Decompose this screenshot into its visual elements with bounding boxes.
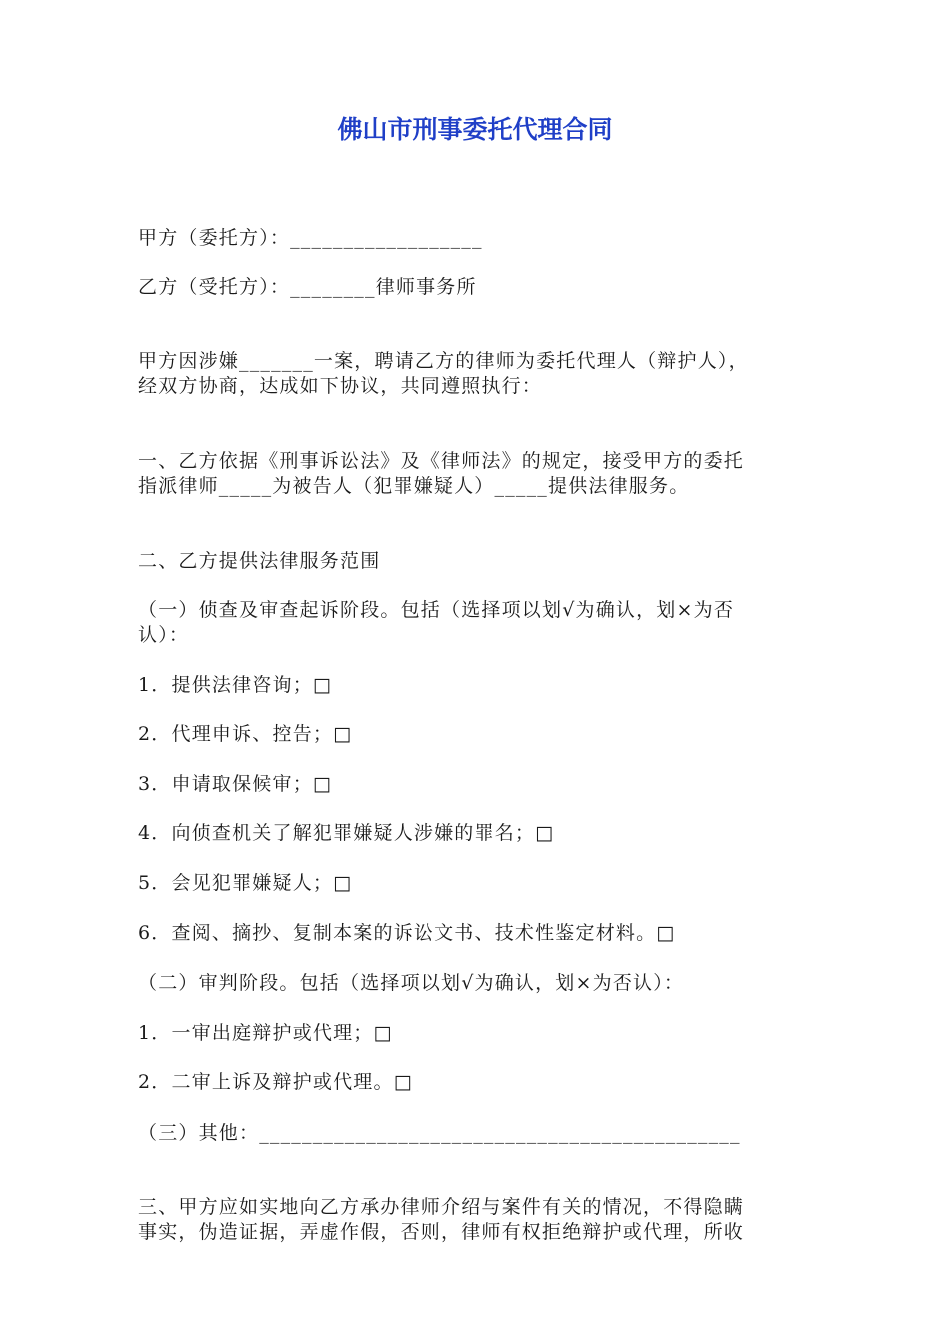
stage-1-item: 4．向侦查机关了解犯罪嫌疑人涉嫌的罪名；□ — [138, 822, 555, 844]
clause-3-line-1: 三、甲方应如实地向乙方承办律师介绍与案件有关的情况，不得隐瞒 — [138, 1196, 745, 1218]
stage-1-line-1: （一）侦查及审查起诉阶段。包括（选择项以划√为确认，划×为否 — [138, 599, 735, 621]
party-a-line: 甲方（委托方）：__________________ — [138, 227, 483, 249]
stage-1-item: 2．代理申诉、控告；□ — [138, 723, 353, 745]
party-b-line: 乙方（受托方）：________律师事务所 — [138, 276, 477, 298]
stage-2-item: 1．一审出庭辩护或代理；□ — [138, 1022, 393, 1044]
stage-1-item: 1．提供法律咨询；□ — [138, 674, 333, 696]
stage-3-line: （三）其他：_____________________________________________ — [138, 1122, 741, 1144]
stage-1-item: 5．会见犯罪嫌疑人；□ — [138, 872, 353, 894]
clause-3-line-2: 事实，伪造证据，弄虚作假，否则，律师有权拒绝辩护或代理，所收 — [138, 1221, 745, 1243]
clause-1-line-2: 指派律师_____为被告人（犯罪嫌疑人）_____提供法律服务。 — [138, 475, 690, 497]
document-title: 佛山市刑事委托代理合同 — [337, 115, 613, 144]
intro-line-2: 经双方协商，达成如下协议，共同遵照执行： — [138, 375, 543, 397]
stage-2-item: 2．二审上诉及辩护或代理。□ — [138, 1071, 413, 1093]
stage-1-item: 3．申请取保候审；□ — [138, 773, 333, 795]
stage-2-heading: （二）审判阶段。包括（选择项以划√为确认，划×为否认）： — [138, 972, 685, 994]
clause-1-line-1: 一、乙方依据《刑事诉讼法》及《律师法》的规定，接受甲方的委托 — [138, 450, 745, 472]
stage-1-item: 6．查阅、摘抄、复制本案的诉讼文书、技术性鉴定材料。□ — [138, 922, 676, 944]
stage-1-line-2: 认）： — [138, 624, 190, 646]
intro-line-1: 甲方因涉嫌_______一案，聘请乙方的律师为委托代理人（辩护人）， — [138, 350, 749, 372]
clause-2-heading: 二、乙方提供法律服务范围 — [138, 550, 381, 572]
